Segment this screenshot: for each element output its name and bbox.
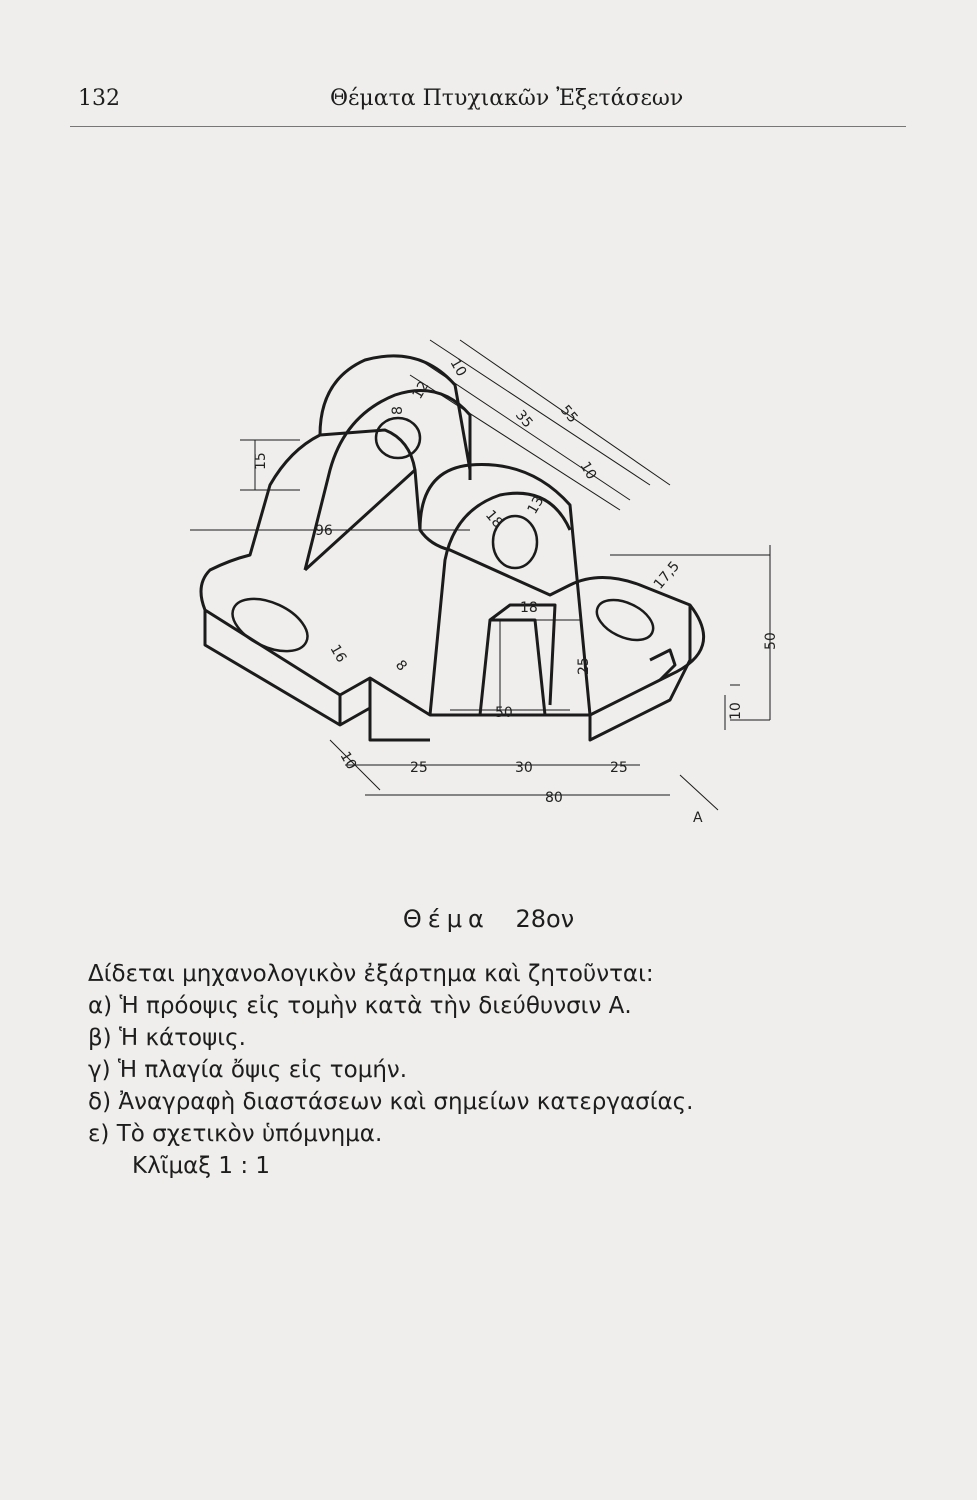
topic-title: [0, 905, 977, 933]
dim-label: 96: [315, 523, 333, 539]
technical-drawing: [170, 320, 810, 890]
task-item: β) Ἡ κάτοψις.: [88, 1025, 246, 1051]
direction-label: A: [693, 810, 703, 826]
dim-label: 10: [728, 702, 744, 720]
dim-label: 55: [556, 402, 581, 427]
task-intro: Δίδεται μηχανολογικὸν ἐξάρτημα καὶ ζητοῦνται:: [88, 961, 654, 987]
dim-label: 10: [576, 459, 600, 483]
page-number: 132: [78, 86, 120, 111]
topic-number: 28ον: [515, 905, 575, 933]
task-description: [88, 958, 888, 1182]
task-item: δ) Ἀναγραφὴ διαστάσεων καὶ σημείων κατεργασίας.: [88, 1089, 694, 1115]
dim-label: 50: [763, 632, 779, 650]
dim-label: 17,5: [650, 558, 684, 593]
task-item: γ) Ἡ πλαγία ὄψις εἰς τομήν.: [88, 1057, 408, 1083]
view-direction-arrow: [680, 775, 718, 810]
front-upright: [420, 465, 590, 716]
dim-label: 13: [524, 493, 548, 517]
dim-label: 12: [409, 378, 433, 402]
dim-label: 15: [253, 452, 269, 470]
base-plate-outline: [201, 430, 704, 715]
dim-label: 35: [511, 407, 536, 432]
dim-label: 18: [520, 600, 538, 616]
dim-label: 10: [446, 356, 470, 380]
dim-label: 25: [576, 657, 592, 675]
isometric-part-drawing: [170, 320, 810, 890]
base-plate-thickness: [205, 605, 690, 740]
dimension-lines: [190, 340, 770, 795]
dim-label: 10: [336, 749, 360, 773]
dim-label: 25: [410, 760, 428, 776]
dim-label: 50: [495, 705, 513, 721]
topic-label: Θέμα: [402, 905, 490, 933]
dim-label: 8: [391, 657, 410, 675]
dim-label: 80: [545, 790, 563, 806]
dim-label: 25: [610, 760, 628, 776]
center-slot: [480, 605, 555, 715]
running-title: Θέματα Πτυχιακῶν Ἐξετάσεων: [330, 86, 684, 111]
dim-label: 30: [515, 760, 533, 776]
page-header: [70, 86, 906, 127]
dim-label: 16: [326, 642, 350, 666]
task-item: α) Ἡ πρόοψις εἰς τομὴν κατὰ τὴν διεύθυνσιν Α.: [88, 993, 632, 1019]
right-hole: [591, 592, 660, 648]
dim-label: 8: [390, 406, 406, 415]
dimension-labels: [253, 356, 779, 826]
dim-label: 18: [481, 507, 506, 532]
scale-note: Κλῖμαξ 1 : 1: [132, 1153, 271, 1179]
task-item: ε) Τὸ σχετικὸν ὑπόμνημα.: [88, 1121, 383, 1147]
rear-rib: [305, 391, 470, 571]
